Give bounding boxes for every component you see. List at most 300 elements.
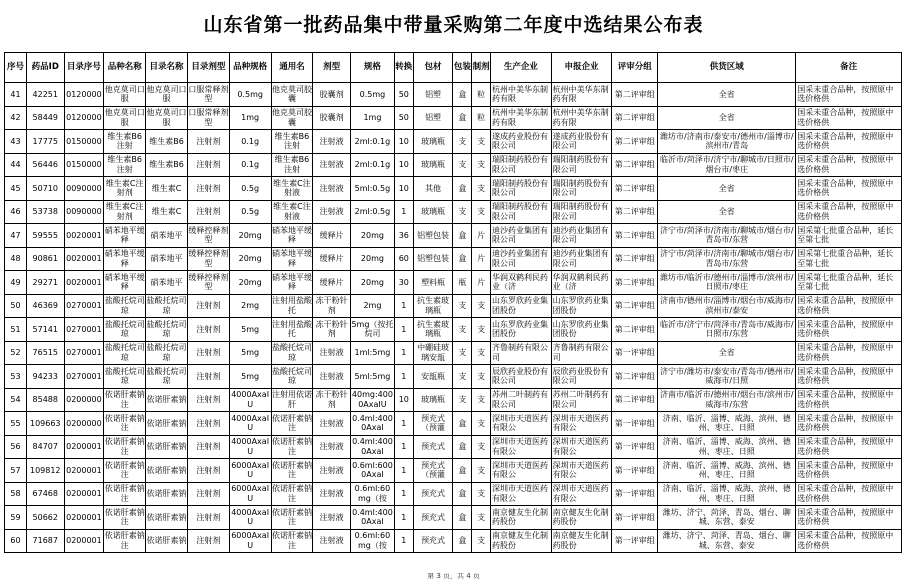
cell-text: 齐鲁制药有限公司	[492, 343, 549, 362]
table-cell	[350, 224, 394, 248]
table-cell	[313, 388, 351, 412]
table-cell	[472, 341, 491, 365]
cell-text: 盐酸托烷司琼	[271, 343, 312, 362]
cell-text: 0.5g	[241, 207, 260, 216]
cell-text: 依诺肝素钠	[146, 512, 187, 522]
table-cell	[104, 294, 146, 318]
table-cell	[5, 341, 27, 365]
table-cell	[350, 459, 394, 483]
table-row	[5, 271, 902, 295]
cell-text: 遂成药业股份有限公司	[492, 131, 549, 151]
cell-text: 硝苯地平	[150, 254, 183, 263]
table-cell	[229, 365, 271, 389]
table-cell	[271, 271, 313, 295]
cell-text: 硝苯地平缓释	[104, 225, 145, 245]
cell-text: 支	[477, 418, 486, 428]
table-cell	[146, 294, 188, 318]
table-cell	[104, 529, 146, 553]
table-cell	[104, 130, 146, 154]
cell-text: 注射剂	[196, 418, 221, 428]
table-cell	[271, 106, 313, 130]
table-cell	[796, 318, 902, 342]
cell-text: 第二评审组	[614, 371, 655, 381]
cell-text: 42	[10, 113, 21, 122]
cell-text: 0120000	[66, 113, 102, 122]
cell-text: 46369	[32, 301, 58, 310]
table-cell	[551, 153, 612, 177]
table-cell	[271, 318, 313, 342]
cell-text: 注射液	[319, 512, 344, 522]
cell-text: 1mg	[363, 113, 382, 122]
page-footer: 第 3 页，共 4 页	[427, 573, 480, 580]
table-cell	[26, 247, 64, 271]
table-cell	[796, 130, 902, 154]
table-cell	[394, 271, 413, 295]
cell-text: 硝苯地平缓释	[271, 249, 312, 268]
cell-text: 国采第七批重合品种，延长至第七批	[797, 272, 894, 292]
table-cell	[313, 365, 351, 389]
table-cell	[350, 153, 394, 177]
table-cell	[5, 506, 27, 530]
table-cell	[146, 106, 188, 130]
table-cell	[187, 412, 229, 436]
cell-text: 1	[401, 348, 407, 357]
cell-text: 0.6ml:6000AxaI	[352, 460, 393, 480]
table-cell	[394, 106, 413, 130]
cell-text: 57	[10, 465, 21, 475]
table-cell	[104, 341, 146, 365]
cell-text: 第二评审组	[614, 160, 655, 169]
cell-text: 盒	[458, 442, 467, 451]
table-cell	[5, 177, 27, 201]
table-cell	[612, 341, 658, 365]
cell-text: 支	[477, 324, 486, 334]
table-cell	[64, 412, 104, 436]
cell-text: 注射液	[319, 207, 344, 216]
table-cell	[313, 318, 351, 342]
cell-text: 缓释控释剂型	[188, 225, 229, 245]
cell-text: 60	[10, 536, 21, 545]
table-cell	[551, 365, 612, 389]
cell-text: 依诺肝素钠注	[104, 390, 145, 409]
cell-text: 60	[398, 254, 409, 263]
cell-text: 他克莫司口服	[104, 84, 145, 104]
table-cell	[394, 506, 413, 530]
table-cell	[491, 365, 552, 389]
cell-text: 维生素B6注射	[107, 131, 142, 151]
table-cell	[413, 200, 453, 224]
cell-text: 4000AxaIU	[231, 507, 270, 527]
cell-text: 55	[10, 418, 21, 428]
cell-text: 国采未重合品种，按照原中选价格供	[797, 437, 894, 456]
table-cell	[271, 435, 313, 459]
table-cell	[146, 153, 188, 177]
cell-text: 依诺肝素钠	[146, 489, 187, 498]
cell-text: 粒	[477, 113, 486, 122]
cell-text: 5mg	[241, 324, 260, 334]
table-cell	[64, 224, 104, 248]
cell-text: 注射剂	[196, 536, 221, 545]
table-cell	[472, 271, 491, 295]
table-cell	[187, 459, 229, 483]
cell-text: 50	[10, 301, 21, 310]
table-cell	[229, 271, 271, 295]
column-header: 药品ID	[26, 53, 64, 83]
table-cell	[271, 200, 313, 224]
table-cell	[187, 247, 229, 271]
table-cell	[313, 341, 351, 365]
cell-text: 59	[10, 512, 21, 522]
table-cell	[413, 106, 453, 130]
cell-text: 预充式（预灌	[421, 413, 446, 433]
cell-text: 玻璃瓶	[421, 207, 446, 216]
cell-text: 2mg	[363, 301, 382, 310]
table-row	[5, 341, 902, 365]
table-cell	[64, 153, 104, 177]
table-cell	[229, 247, 271, 271]
cell-text: 0200001	[66, 512, 102, 522]
cell-text: 1	[401, 465, 407, 475]
table-cell	[472, 224, 491, 248]
table-cell	[612, 365, 658, 389]
cell-text: 辰欣药业股份有限公司	[492, 366, 549, 386]
cell-text: 1mg	[241, 113, 260, 122]
cell-text: 0.1g	[241, 136, 260, 146]
table-cell	[394, 247, 413, 271]
cell-text: 国采未重合品种，按照原中选价格供	[797, 460, 894, 480]
table-cell	[187, 482, 229, 506]
cell-text: 依诺肝素钠注	[104, 484, 145, 503]
cell-text: 42251	[32, 89, 58, 99]
cell-text: 依诺肝素钠注	[271, 460, 312, 480]
table-row	[5, 200, 902, 224]
table-cell	[551, 271, 612, 295]
cell-text: 10	[398, 395, 409, 404]
table-cell	[612, 200, 658, 224]
table-cell	[551, 341, 612, 365]
table-cell	[551, 459, 612, 483]
table-cell	[146, 412, 188, 436]
table-cell	[229, 106, 271, 130]
cell-text: 片	[477, 230, 486, 240]
cell-text: 依诺肝素钠注	[271, 507, 312, 527]
cell-text: 4000AxaIU	[231, 390, 270, 409]
cell-text: 盐酸托烷司琼	[146, 319, 187, 339]
table-cell	[350, 200, 394, 224]
cell-text: 注射剂	[196, 160, 221, 169]
table-cell	[796, 459, 902, 483]
cell-text: 全省	[718, 89, 735, 99]
cell-text: 第二评审组	[614, 230, 655, 240]
cell-text: 瓶	[458, 277, 467, 287]
table-cell	[187, 435, 229, 459]
cell-text: 20mg	[360, 254, 384, 263]
table-cell	[413, 459, 453, 483]
table-cell	[551, 247, 612, 271]
cell-text: 临沂市/济宁市/菏泽市/青岛市/威海市/日照市/东营	[660, 319, 794, 339]
cell-text: 中硼硅玻璃安瓿	[417, 343, 450, 362]
table-cell	[64, 130, 104, 154]
cell-text: 20mg	[360, 277, 384, 287]
cell-text: 注射液	[319, 371, 344, 381]
cell-text: 注射剂	[196, 465, 221, 475]
table-cell	[394, 200, 413, 224]
cell-text: 山东罗欣药业集团股份	[552, 296, 609, 315]
cell-text: 注射剂	[196, 324, 221, 334]
table-cell	[5, 529, 27, 553]
table-cell	[658, 341, 796, 365]
cell-text: 0270001	[66, 301, 102, 310]
table-cell	[229, 153, 271, 177]
cell-text: 盐酸托烷司琼	[146, 296, 187, 315]
cell-text: 注射液	[319, 160, 344, 169]
table-cell	[612, 435, 658, 459]
table-cell	[491, 224, 552, 248]
table-cell	[491, 83, 552, 107]
table-cell	[64, 200, 104, 224]
table-cell	[187, 388, 229, 412]
cell-text: 盐酸托烷司琼	[146, 343, 187, 362]
cell-text: 安瓿瓶	[421, 371, 446, 381]
cell-text: 注射剂	[196, 512, 221, 522]
cell-text: 85488	[32, 395, 58, 404]
cell-text: 济宁市/潍坊市/泰安市/青岛市/德州市/威海市/日照	[660, 366, 794, 386]
table-cell	[187, 271, 229, 295]
cell-text: 杭州中美华东制药有限	[492, 108, 549, 127]
table-row	[5, 83, 902, 107]
cell-text: 杭州中美华东制药有限	[552, 84, 609, 104]
cell-text: 盐酸托烷司琼	[104, 366, 145, 386]
table-cell	[26, 271, 64, 295]
table-row	[5, 388, 902, 412]
table-cell	[313, 482, 351, 506]
table-cell	[64, 294, 104, 318]
cell-text: 他克莫司胶囊	[271, 84, 312, 104]
cell-text: 片	[477, 277, 486, 287]
cell-text: 注射液	[319, 136, 344, 146]
table-cell	[271, 459, 313, 483]
table-cell	[453, 83, 472, 107]
table-cell	[271, 177, 313, 201]
cell-text: 支	[458, 371, 467, 381]
cell-text: 国采第七批重合品种，延长至第七批	[797, 225, 894, 245]
table-cell	[350, 412, 394, 436]
table-cell	[313, 83, 351, 107]
table-cell	[5, 271, 27, 295]
table-cell	[491, 459, 552, 483]
header-row	[5, 53, 902, 83]
table-cell	[350, 271, 394, 295]
cell-text: 0200001	[66, 442, 102, 451]
table-cell	[64, 83, 104, 107]
table-row	[5, 224, 902, 248]
cell-text: 杭州中美华东制药有限	[552, 108, 609, 127]
cell-text: 硝苯地平	[150, 277, 183, 287]
cell-text: 济南、临沂、淄博、威海、滨州、德州、枣庄、日照	[662, 437, 791, 456]
cell-text: 0.6ml:60mg（按	[354, 484, 391, 503]
cell-text: 40mg:4000AxaIU	[351, 390, 393, 409]
table-cell	[472, 529, 491, 553]
table-cell	[313, 106, 351, 130]
results-table	[4, 52, 902, 553]
table-cell	[796, 294, 902, 318]
table-row	[5, 177, 902, 201]
table-cell	[350, 341, 394, 365]
table-cell	[104, 365, 146, 389]
cell-text: 0150000	[66, 160, 102, 169]
table-cell	[453, 506, 472, 530]
table-cell	[491, 106, 552, 130]
table-cell	[187, 506, 229, 530]
cell-text: 56446	[32, 160, 58, 169]
table-cell	[104, 83, 146, 107]
table-cell	[394, 83, 413, 107]
cell-text: 0.4ml:4000AxaI	[352, 413, 393, 433]
cell-text: 第二评审组	[614, 113, 655, 122]
cell-text: 10	[398, 160, 409, 169]
table-cell	[26, 106, 64, 130]
table-cell	[413, 341, 453, 365]
cell-text: 0200000	[66, 395, 102, 404]
table-cell	[453, 106, 472, 130]
cell-text: 0.4ml:4000AxaI	[352, 507, 393, 527]
table-cell	[796, 529, 902, 553]
cell-text: 全省	[718, 113, 735, 122]
table-row	[5, 459, 902, 483]
cell-text: 0270001	[66, 371, 102, 381]
cell-text: 注射用依诺肝	[271, 390, 312, 409]
table-cell	[350, 482, 394, 506]
table-cell	[491, 153, 552, 177]
column-header: 制剂	[472, 53, 491, 83]
table-cell	[658, 435, 796, 459]
cell-text: 支	[477, 301, 486, 310]
cell-text: 0090000	[66, 207, 102, 216]
cell-text: 注射剂	[196, 136, 221, 146]
table-cell	[313, 506, 351, 530]
table-cell	[394, 224, 413, 248]
cell-text: 铝塑	[425, 89, 442, 99]
table-cell	[313, 224, 351, 248]
cell-text: 支	[458, 160, 467, 169]
table-cell	[612, 271, 658, 295]
table-cell	[26, 459, 64, 483]
table-cell	[5, 318, 27, 342]
cell-text: 瑞阳制药股份有限公司	[492, 155, 549, 174]
cell-text: 支	[458, 301, 467, 310]
cell-text: 盐酸托烷司琼	[104, 343, 145, 362]
cell-text: 90861	[32, 254, 58, 263]
table-cell	[229, 482, 271, 506]
cell-text: 瑞阳制药股份有限公司	[552, 155, 609, 174]
table-cell	[612, 506, 658, 530]
cell-text: 支	[477, 348, 486, 357]
table-cell	[26, 224, 64, 248]
table-cell	[472, 412, 491, 436]
cell-text: 依诺肝素钠注	[104, 437, 145, 456]
table-cell	[26, 482, 64, 506]
table-cell	[394, 365, 413, 389]
cell-text: 84707	[32, 442, 58, 451]
table-cell	[229, 130, 271, 154]
cell-text: 华润双鹤利民药业（济	[552, 272, 609, 292]
cell-text: 铝塑包装	[417, 254, 450, 263]
cell-text: 深圳市天道医药有限公	[552, 484, 609, 503]
cell-text: 依诺肝素钠注	[271, 531, 312, 550]
cell-text: 瑞阳制药股份有限公司	[552, 178, 609, 198]
cell-text: 第一评审组	[614, 536, 655, 545]
cell-text: 维生素B6注射	[274, 155, 310, 174]
table-cell	[796, 106, 902, 130]
table-cell	[104, 224, 146, 248]
cell-text: 注射液	[319, 183, 344, 193]
table-cell	[472, 506, 491, 530]
cell-text: 第二评审组	[614, 183, 655, 193]
cell-text: 全省	[718, 207, 735, 216]
cell-text: 维生素B6	[149, 160, 184, 169]
cell-text: 杭州中美华东制药有限	[492, 84, 549, 104]
cell-text: 5ml:5mg	[354, 371, 391, 381]
table-cell	[472, 482, 491, 506]
cell-text: 苏州二叶制药有限公司	[552, 390, 609, 409]
table-cell	[413, 435, 453, 459]
table-cell	[26, 529, 64, 553]
table-cell	[491, 271, 552, 295]
cell-text: 第一评审组	[614, 348, 655, 357]
cell-text: 潍坊市/临沂市/德州市/淄博市/滨州市/日照市/枣庄	[660, 272, 794, 292]
table-cell	[350, 130, 394, 154]
table-cell	[612, 83, 658, 107]
cell-text: 1	[401, 301, 407, 310]
table-cell	[104, 435, 146, 459]
cell-text: 依诺肝素钠注	[104, 531, 145, 550]
table-cell	[229, 435, 271, 459]
cell-text: 第二评审组	[614, 136, 655, 146]
cell-text: 深圳市天道医药有限公	[492, 460, 549, 480]
cell-text: 67468	[32, 489, 58, 498]
table-cell	[146, 482, 188, 506]
column-header: 序号	[5, 53, 27, 83]
table-cell	[453, 130, 472, 154]
table-cell	[394, 130, 413, 154]
cell-text: 59555	[32, 230, 58, 240]
cell-text: 依诺肝素钠	[146, 395, 187, 404]
column-header: 包材	[413, 53, 453, 83]
table-cell	[612, 153, 658, 177]
column-header: 目录剂型	[187, 53, 229, 83]
table-cell	[64, 365, 104, 389]
cell-text: 国采未重合品种，按照原中选价格供	[797, 202, 894, 221]
table-cell	[146, 388, 188, 412]
table-cell	[271, 341, 313, 365]
cell-text: 济南市/德州市/淄博市/烟台市/威海市/滨州市/泰安	[660, 296, 794, 315]
cell-text: 43	[10, 136, 21, 146]
cell-text: 1	[401, 536, 407, 545]
table-cell	[146, 365, 188, 389]
table-cell	[472, 153, 491, 177]
cell-text: 缓释控释剂型	[188, 249, 229, 268]
column-header: 目录名称	[146, 53, 188, 83]
table-cell	[64, 341, 104, 365]
table-cell	[5, 412, 27, 436]
table-cell	[453, 412, 472, 436]
cell-text: 第二评审组	[614, 301, 655, 310]
table-cell	[271, 388, 313, 412]
table-cell	[472, 177, 491, 201]
cell-text: 预充式	[421, 536, 446, 545]
column-header: 生产企业	[491, 53, 552, 83]
table-cell	[453, 318, 472, 342]
